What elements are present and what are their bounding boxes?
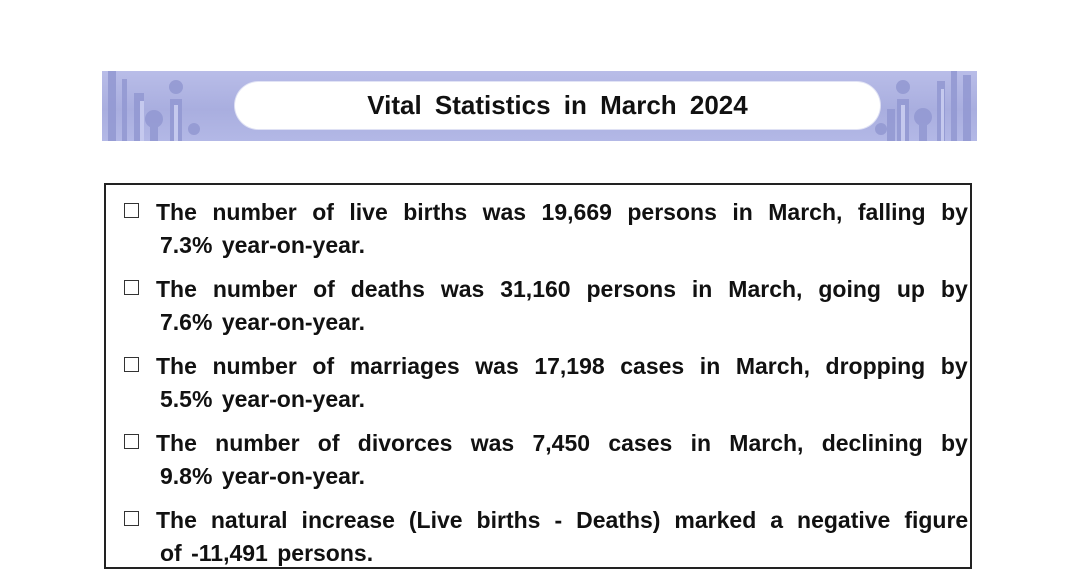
decorative-graphic-left [102,71,222,141]
item-text-line2: 5.5% year-on-year. [160,386,366,412]
checkbox-icon [124,357,139,372]
item-text-line2: of -11,491 persons. [160,540,374,566]
page-title: Vital Statistics in March 2024 [367,90,748,120]
item-text-line1: The natural increase (Live births - Deaths) marked a negative figure [156,507,969,533]
item-text-line1: The number of divorces was 7,450 cases in March, declining by [156,430,968,456]
item-text-line1: The number of deaths was 31,160 persons in March, going up by [156,276,968,302]
header-banner [102,71,977,141]
item-text-line2: 9.8% year-on-year. [160,463,366,489]
item-text-line1: The number of live births was 19,669 persons in March, falling by [156,199,968,225]
item-text-line2: 7.6% year-on-year. [160,309,366,335]
checkbox-icon [124,434,139,449]
item-text-line2: 7.3% year-on-year. [160,232,366,258]
checkbox-icon [124,511,139,526]
item-text-line1: The number of marriages was 17,198 cases in March, dropping by [156,353,968,379]
title-pill [235,82,880,129]
summary-box [104,183,972,569]
checkbox-icon [124,280,139,295]
checkbox-icon [124,203,139,218]
